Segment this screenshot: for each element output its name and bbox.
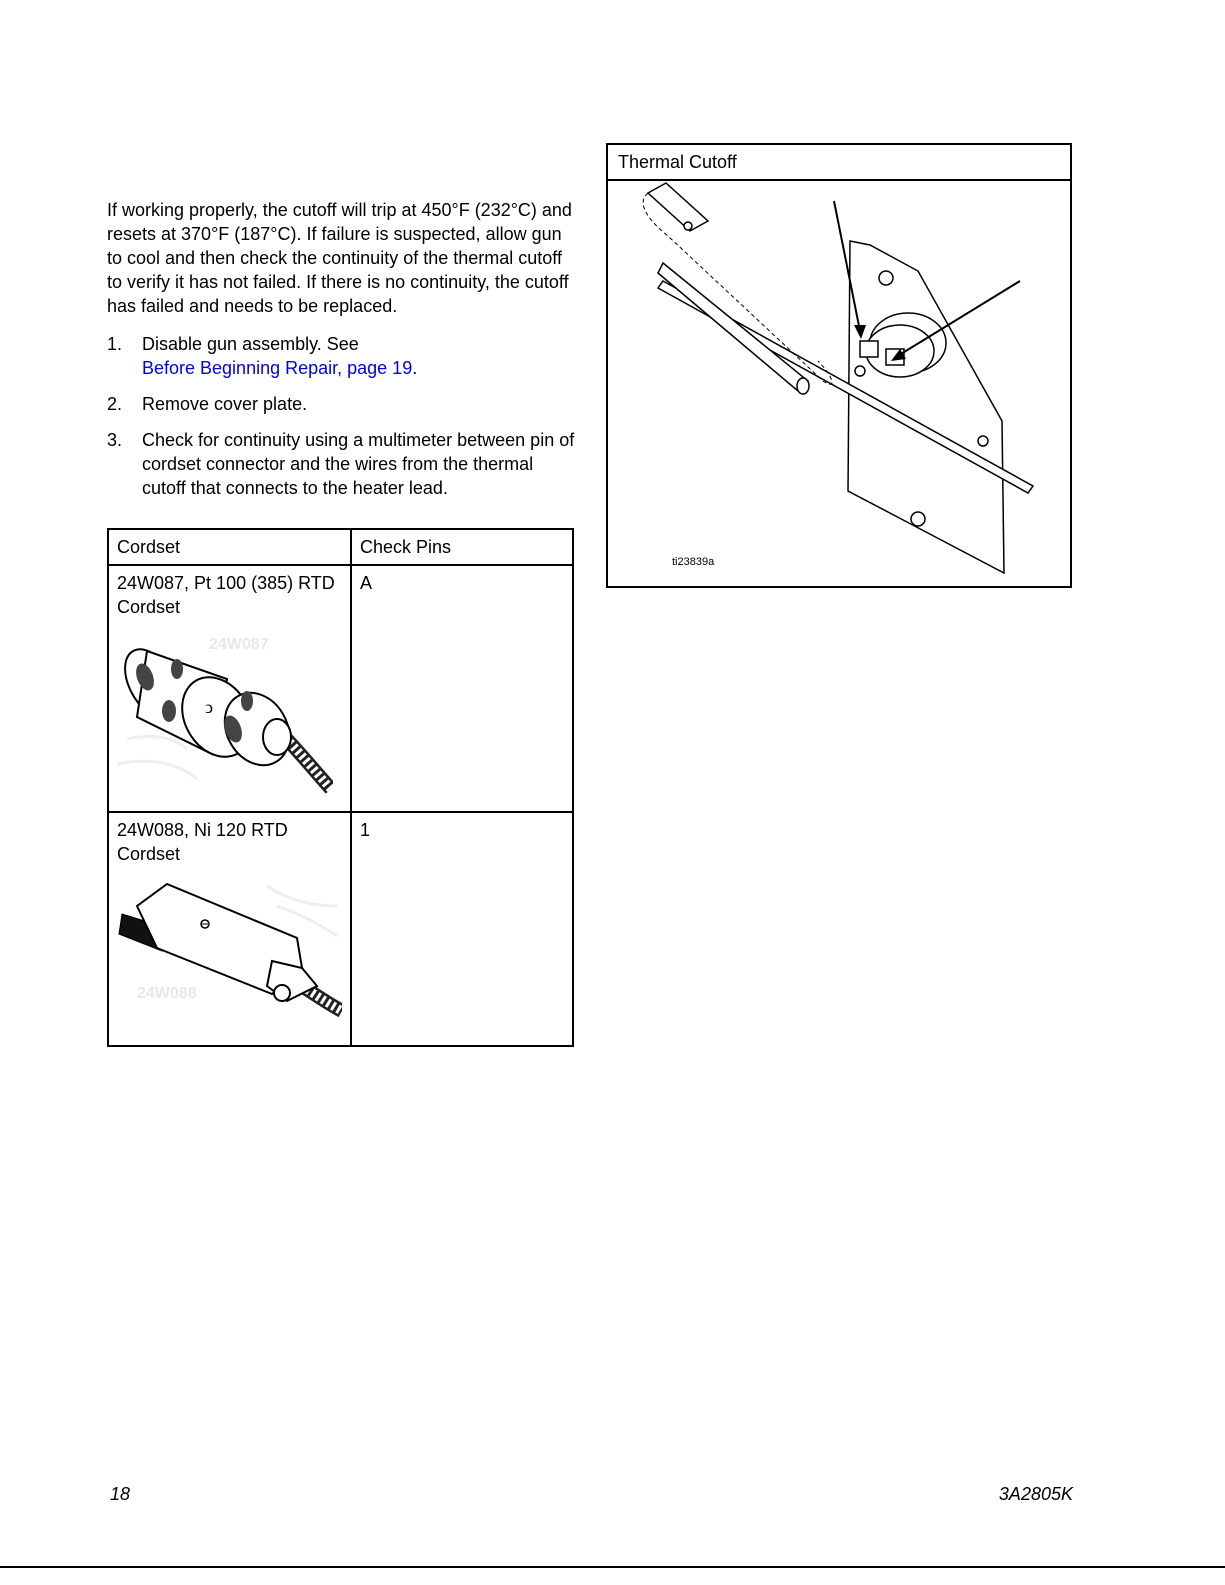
figure-title: Thermal Cutoff: [608, 145, 1070, 181]
flat-connector-image: [117, 876, 342, 1026]
connector-watermark-label: 24W088: [137, 985, 197, 1002]
table-header-row: [108, 529, 573, 565]
step-text: Check for continuity using a multimeter between pin of cordset connector and the wires from the thermal cutoff that connects to the heater lead.: [142, 430, 575, 498]
before-beginning-repair-link[interactable]: Before Beginning Repair, page 19: [142, 358, 413, 378]
cordset-name: 24W088, Ni 120 RTD Cordset: [117, 820, 288, 864]
step-text: [142, 332, 575, 380]
step-item: [107, 332, 575, 380]
table-row: [108, 565, 573, 812]
steps-list: [107, 332, 575, 500]
main-text-column: [107, 198, 575, 500]
step-text: Remove cover plate.: [142, 394, 308, 414]
table-row: [108, 812, 573, 1046]
thermal-cutoff-figure: [606, 143, 1072, 588]
svg-text:ↄ: ↄ: [205, 697, 213, 717]
connector-watermark-label: 24W087: [209, 636, 269, 653]
check-pins-cell: A: [351, 565, 573, 812]
page-number: 18: [110, 1484, 131, 1504]
round-connector-image: [117, 629, 333, 799]
document-number: 3A2805K: [998, 1484, 1073, 1504]
cordset-cell: [108, 812, 351, 1046]
thermal-cutoff-illustration: [608, 181, 1070, 586]
check-pins-cell: 1: [351, 812, 573, 1046]
column-header-cordset: Cordset: [108, 529, 351, 565]
step-item: [107, 428, 575, 500]
step-item: [107, 392, 575, 416]
intro-paragraph: If working properly, the cutoff will trip at 450°F (232°C) and resets at 370°F (187°C). If failure is suspected, allow gun to cool and then check the continuity of the thermal cutoff to verify it has not failed. If there is no continuity, the cutoff has failed and needs to be replaced.: [107, 200, 572, 316]
cordset-name: 24W087, Pt 100 (385) RTD Cordset: [117, 573, 335, 617]
step-number: 1.: [107, 334, 123, 354]
step-label: Disable gun assembly. See: [142, 334, 359, 354]
step-number: 2.: [107, 394, 123, 414]
cordset-table: [107, 528, 574, 1047]
cordset-cell: [108, 565, 351, 812]
step-suffix: .: [412, 358, 418, 378]
step-number: 3.: [107, 430, 123, 450]
figure-code: ti23839a: [672, 556, 715, 568]
bottom-rule: [0, 1566, 1225, 1568]
column-header-check-pins: Check Pins: [351, 529, 573, 565]
